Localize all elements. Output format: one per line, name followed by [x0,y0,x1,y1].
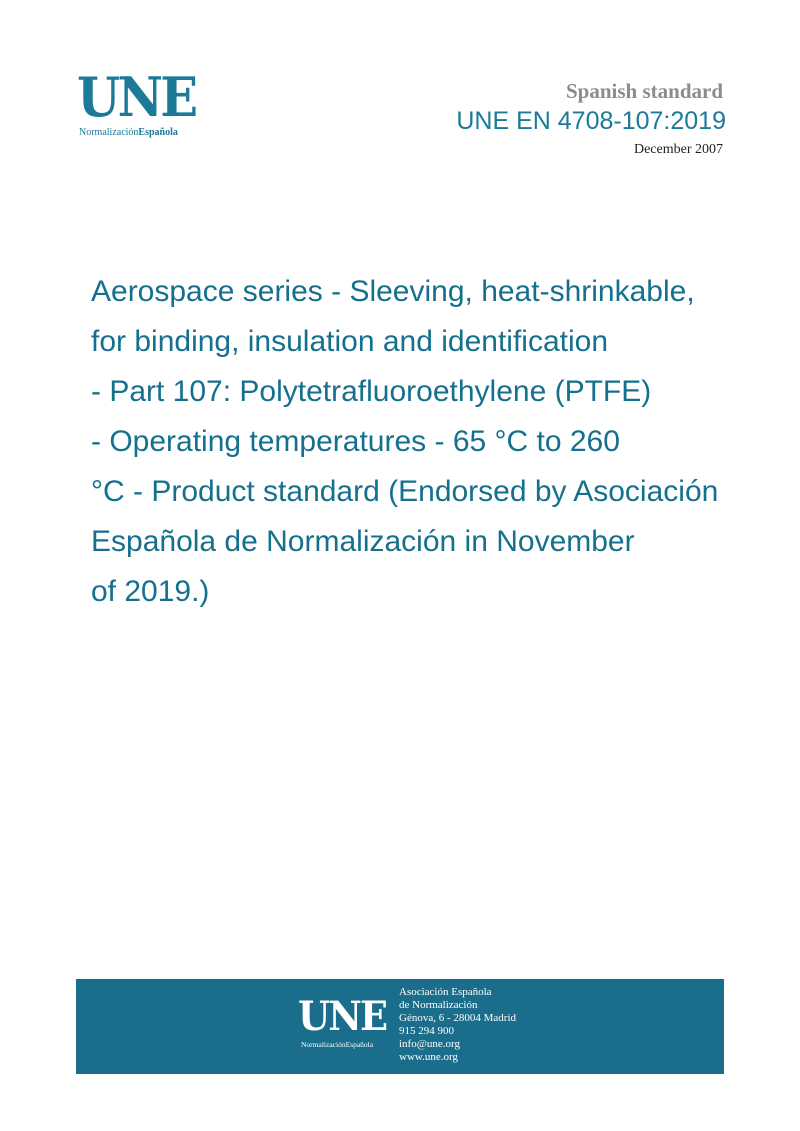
title-line: of 2019.) [91,575,210,608]
title-line: - Operating temperatures - 65 °C to 260 [91,425,620,458]
une-logo [77,65,197,145]
standard-header [456,76,726,162]
footer-logo-mark: UNE [298,993,387,1040]
standard-type: Spanish standard [566,79,723,103]
footer-logo-sub-normal: Normalización [301,1040,346,1049]
footer-une-logo [298,993,394,1049]
une-logo-wordmark [77,65,206,129]
footer-address: Génova, 6 - 28004 Madrid [399,1012,517,1024]
footer-org-name: Asociación Española [399,986,492,998]
title-line: - Part 107: Polytetrafluoroethylene (PTFE) [91,375,652,408]
title-line: Española de Normalización in November [91,525,635,558]
une-logo-mark: UNE [77,65,196,129]
title-line: for binding, insulation and identification [91,325,609,358]
footer-website: www.une.org [399,1051,458,1063]
une-logo-subtitle [79,127,178,138]
footer-email: info@une.org [399,1038,460,1050]
footer-band [76,979,724,1074]
standard-code: UNE EN 4708-107:2019 [456,107,726,135]
document-title [91,267,781,617]
une-logo-sub-bold: Española [138,127,178,138]
footer-logo-subtitle [301,1040,373,1049]
footer-phone: 915 294 900 [399,1025,454,1037]
title-line: Aerospace series - Sleeving, heat-shrinkable, [91,275,695,308]
footer-org-name-2: de Normalización [399,999,478,1011]
footer-logo-sub-bold: Española [345,1040,374,1049]
standard-date: December 2007 [633,142,723,157]
une-logo-sub-normal: Normalización [79,127,139,138]
footer-contact [399,986,516,1064]
title-line: °C - Product standard (Endorsed by Asociación [91,475,719,508]
